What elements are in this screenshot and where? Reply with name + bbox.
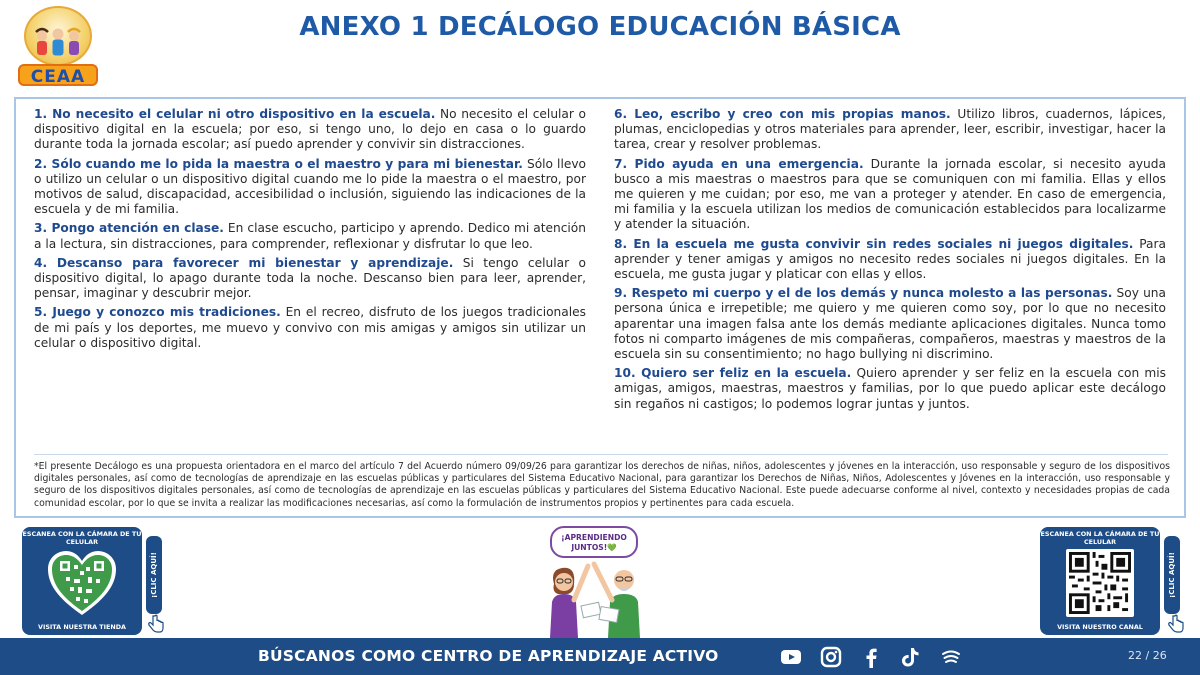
- item-title: 7. Pido ayuda en una emergencia.: [614, 156, 864, 171]
- item-title: 3. Pongo atención en clase.: [34, 221, 224, 236]
- item-title: 4. Descanso para favorecer mi bienestar y aprendizaje.: [34, 255, 454, 270]
- qr-instruction: ESCANEA CON LA CÁMARA DE TU CELULAR: [22, 530, 142, 546]
- logo-text: CEAA: [18, 64, 98, 86]
- item-title: 2. Sólo cuando me lo pida la maestra o el maestro y para mi bienestar.: [34, 156, 523, 171]
- store-qr-card[interactable]: [22, 527, 142, 635]
- speech-bubble: ¡APRENDIENDO JUNTOS!💚: [550, 526, 638, 558]
- item-body: En clase escucho, participo y aprendo. Dedico mi atención a la lectura, sin distracciones, para comprender, reflexionar y disfrutar lo que leo.: [34, 221, 586, 251]
- item-body: En el recreo, disfruto de los juegos tradicionales de mi país y los deportes, me muevo y convivo con mis amigas y amigos sin utilizar un celular o dispositivo digital.: [34, 305, 586, 350]
- qr-instruction: ESCANEA CON LA CÁMARA DE TU CELULAR: [1040, 530, 1160, 546]
- item-body: Utilizo libros, cuadernos, lápices, plumas, enciclopedias y otros materiales para aprender, leer, escribir, investigar, hacer la tarea, crear y resolver problemas.: [614, 107, 1167, 152]
- item-title: 5. Juego y conozco mis tradiciones.: [34, 305, 281, 320]
- page-number: 22 / 26: [1128, 649, 1167, 662]
- facebook-icon[interactable]: [860, 646, 882, 668]
- decalogue-item-1: [34, 107, 586, 153]
- item-title: 8. En la escuela me gusta convivir sin redes sociales ni juegos digitales.: [614, 236, 1134, 251]
- item-body: Si tengo celular o dispositivo digital, lo apago durante toda la noche. Descanso bien para leer, aprender, pensar, imaginar y descubrir mejor.: [34, 255, 586, 301]
- tiktok-icon[interactable]: [899, 646, 921, 668]
- item-body: Para aprender y tener amigas y amigos no necesito redes sociales ni juegos digitales. En la escuela, me gusta jugar y platicar con ellas y ellos.: [614, 236, 1166, 282]
- decalogue-item-3: [34, 221, 586, 251]
- item-title: 1. No necesito el celular ni otro dispositivo en la escuela.: [34, 107, 436, 121]
- decalogue-item-9: [614, 286, 1166, 362]
- decalogue-item-10: [614, 366, 1166, 412]
- item-body: Quiero aprender y ser feliz en la escuela con mis amigas, amigos, maestras, maestros y familias, por lo que puedo aplicar este decálogo sin regaños ni castigos; lo podemos lograr juntas y juntos.: [614, 366, 1166, 411]
- decalogue-card: [14, 97, 1186, 518]
- decalogue-item-8: [614, 237, 1166, 283]
- left-column: [34, 107, 586, 355]
- podcast-icon[interactable]: [940, 646, 962, 668]
- decalogue-item-2: [34, 157, 586, 218]
- item-title: 10. Quiero ser feliz en la escuela.: [614, 366, 852, 381]
- pointer-hand-icon: [146, 614, 166, 634]
- item-body: Durante la jornada escolar, si necesito ayuda busco a mis maestras o maestros para que se comuniquen con mi familia. Ellas y ellos me quieren y me cuidan; por eso, me van a proteger y atender. En caso de emergencia, mi familia y la escuela utilizan los medios de comunicación establecidos para localizarme y atender la situación.: [614, 156, 1166, 232]
- footer-bar: [0, 638, 1200, 675]
- decalogue-item-6: [614, 107, 1166, 153]
- qr-caption: VISITA NUESTRO CANAL: [1057, 622, 1143, 631]
- decalogue-item-4: [34, 256, 586, 302]
- item-title: 6. Leo, escribo y creo con mis propias manos.: [614, 107, 951, 121]
- teachers-illustration: [540, 526, 660, 638]
- channel-qr-card[interactable]: [1040, 527, 1160, 635]
- qr-code-frame: [1066, 549, 1134, 617]
- page-title: ANEXO 1 DECÁLOGO EDUCACIÓN BÁSICA: [299, 12, 901, 42]
- qr-code-icon[interactable]: [1069, 552, 1131, 614]
- decalogue-item-5: [34, 305, 586, 351]
- item-title: 9. Respeto mi cuerpo y el de los demás y nunca molesto a las personas.: [614, 286, 1113, 301]
- right-column: [614, 107, 1166, 416]
- kids-logo-icon: [32, 26, 84, 62]
- teachers-high-five-icon: [540, 556, 660, 638]
- youtube-icon[interactable]: [780, 646, 802, 668]
- pointer-hand-icon: [1166, 614, 1186, 634]
- ceaa-logo[interactable]: [18, 6, 98, 87]
- instagram-icon[interactable]: [820, 646, 842, 668]
- item-body: Soy una persona única e irrepetible; me quiero y me quieren como soy, por lo que no necesito aparentar una imagen falsa ante los demás mediante aplicaciones digitales. Nunca tomo fotos ni comparto imágenes de mis compañeras, compañeros, maestras y maestros de la escuela sin su consentimiento; no hago bullying ni discrimino.: [614, 286, 1166, 362]
- footer-slogan: BÚSCANOS COMO CENTRO DE APRENDIZAJE ACTIVO: [258, 647, 719, 665]
- channel-click-tab[interactable]: ¡CLIC AQUÍ!: [1164, 536, 1180, 614]
- decalogue-item-7: [614, 157, 1166, 233]
- qr-caption: VISITA NUESTRA TIENDA: [38, 622, 126, 631]
- item-body: No necesito el celular o dispositivo digital en la escuela; por eso, si tengo uno, lo dejo en casa o lo guardo durante toda la jornada escolar; así puedo aprender y convivir sin distracciones.: [34, 107, 586, 152]
- heart-qr-code-icon[interactable]: [46, 549, 118, 619]
- footnote-divider: [34, 454, 1168, 455]
- store-click-tab[interactable]: ¡CLIC AQUÍ!: [146, 536, 162, 614]
- item-body: Sólo llevo o utilizo un celular o un dispositivo digital cuando me lo pide la maestra o el maestro, por motivos de salud, discapacidad, accesibilidad o inclusión, siguiendo las indicaciones de la escuela y de mi familia.: [34, 156, 587, 217]
- footnote: *El presente Decálogo es una propuesta orientadora en el marco del artículo 7 del Acuerdo número 09/09/26 para garantizar los derechos de niñas, niños, adolescentes y jóvenes en la interacción, uso responsable y seguro de los dispositivos digitales personales, así como de tecnologías de aprendizaje en las escuelas públicas y particulares del Sistema Educativo Nacional, para garantizar los Derechos de Niñas, Niños, Adolescentes y Jóvenes en la interacción, uso responsable y seguro de los dispositivos digitales personales, así como de tecnologías de aprendizaje en las escuelas públicas y particulares del Sistema Educativo Nacional. Este puede adecuarse conforme al nivel, contexto y necesidades propias de cada comunidad escolar, por lo que se invita a realizar las modificaciones necesarias, así como la formulación de instrumentos propios y pertinentes para cada escuela.: [34, 461, 1170, 509]
